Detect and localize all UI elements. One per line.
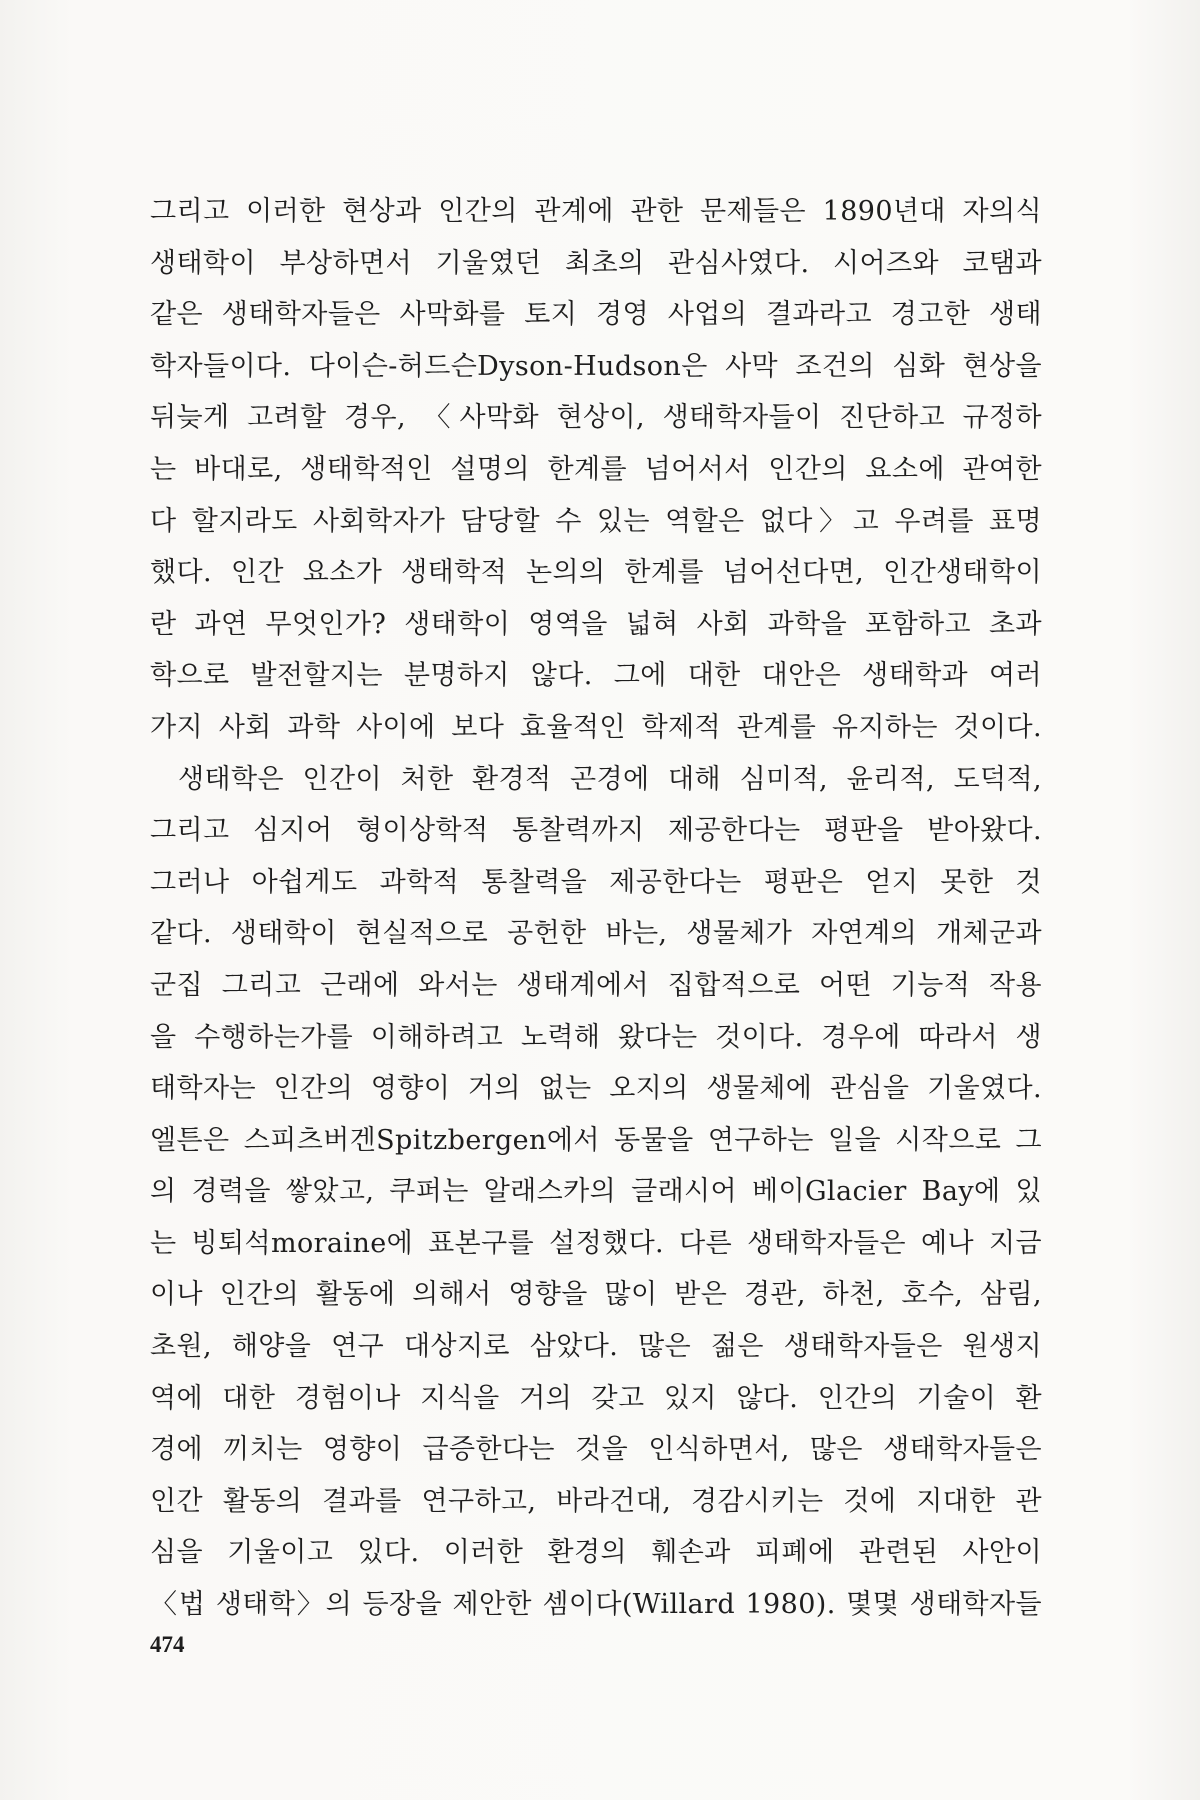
text-line: 심을 기울이고 있다. 이러한 환경의 훼손과 피폐에 관련된 사안이 — [150, 1537, 1042, 1569]
text-line: 엘튼은 스피츠버겐Spitzbergen에서 동물을 연구하는 일을 시작으로 그 — [150, 1124, 1042, 1156]
text-line: 생태학이 부상하면서 기울였던 최초의 관심사였다. 시어즈와 코탬과 — [150, 247, 1042, 279]
text-line: 그리고 이러한 현상과 인간의 관계에 관한 문제들은 1890년대 자의식 — [150, 196, 1042, 227]
text-line: 군집 그리고 근래에 와서는 생태계에서 집합적으로 어떤 기능적 작용 — [150, 969, 1042, 1001]
text-line: 인간 활동의 결과를 연구하고, 바라건대, 경감시키는 것에 지대한 관 — [150, 1485, 1042, 1517]
text-line: 그러나 아쉽게도 과학적 통찰력을 제공한다는 평판은 얻지 못한 것 — [150, 866, 1042, 898]
text-line: 같다. 생태학이 현실적으로 공헌한 바는, 생물체가 자연계의 개체군과 — [150, 918, 1042, 950]
text-line: 했다. 인간 요소가 생태학적 논의의 한계를 넘어선다면, 인간생태학이 — [150, 557, 1042, 589]
text-line: 학자들이다. 다이슨-허드슨Dyson-Hudson은 사막 조건의 심화 현상을 — [150, 350, 1042, 382]
text-line: 의 경력을 쌓았고, 쿠퍼는 알래스카의 글래시어 베이Glacier Bay에 있 — [150, 1176, 1042, 1208]
text-line: 그리고 심지어 형이상학적 통찰력까지 제공한다는 평판을 받아왔다. — [150, 815, 1042, 847]
text-line: 학으로 발전할지는 분명하지 않다. 그에 대한 대안은 생태학과 여러 — [150, 660, 1042, 692]
text-line: 역에 대한 경험이나 지식을 거의 갖고 있지 않다. 인간의 기술이 환 — [150, 1382, 1042, 1414]
body-text — [150, 186, 1042, 1631]
page-number: 474 — [150, 1632, 185, 1657]
text-line: 란 과연 무엇인가? 생태학이 영역을 넓혀 사회 과학을 포함하고 초과 — [150, 608, 1042, 640]
text-line: 는 바대로, 생태학적인 설명의 한계를 넘어서서 인간의 요소에 관여한 — [150, 453, 1042, 485]
text-line: 태학자는 인간의 영향이 거의 없는 오지의 생물체에 관심을 기울였다. — [150, 1073, 1042, 1105]
text-line: 다 할지라도 사회학자가 담당할 수 있는 역할은 없다〉고 우려를 표명 — [150, 505, 1042, 537]
text-line: 이나 인간의 활동에 의해서 영향을 많이 받은 경관, 하천, 호수, 삼림, — [150, 1279, 1042, 1311]
text-line: 경에 끼치는 영향이 급증한다는 것을 인식하면서, 많은 생태학자들은 — [150, 1434, 1042, 1466]
text-line: 는 빙퇴석moraine에 표본구를 설정했다. 다른 생태학자들은 예나 지금 — [150, 1227, 1042, 1259]
text-line: 을 수행하는가를 이해하려고 노력해 왔다는 것이다. 경우에 따라서 생 — [150, 1021, 1042, 1053]
paragraph-start-line: 생태학은 인간이 처한 환경적 곤경에 대해 심미적, 윤리적, 도덕적, — [178, 763, 1042, 795]
text-line: 가지 사회 과학 사이에 보다 효율적인 학제적 관계를 유지하는 것이다. — [150, 711, 1042, 743]
text-line: 같은 생태학자들은 사막화를 토지 경영 사업의 결과라고 경고한 생태 — [150, 299, 1042, 331]
text-line: 〈법 생태학〉의 등장을 제안한 셈이다(Willard 1980). 몇몇 생태학자들 — [150, 1589, 1042, 1621]
text-line: 뒤늦게 고려할 경우, 〈사막화 현상이, 생태학자들이 진단하고 규정하 — [150, 402, 1042, 434]
text-line: 초원, 해양을 연구 대상지로 삼았다. 많은 젊은 생태학자들은 원생지 — [150, 1331, 1042, 1363]
